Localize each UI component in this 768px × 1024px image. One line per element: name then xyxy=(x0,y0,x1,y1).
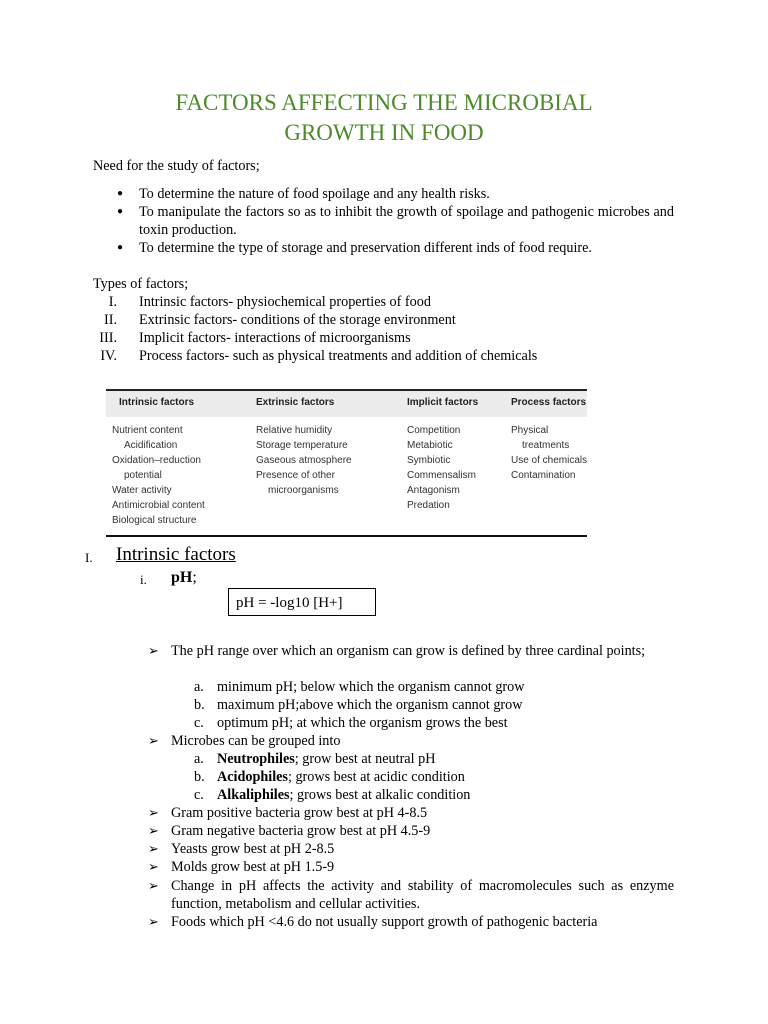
table-cell: Competition xyxy=(407,425,461,436)
table-cell: Antimicrobial content xyxy=(112,500,205,511)
bullet-icon: ● xyxy=(117,188,124,199)
bullet-icon: ● xyxy=(117,206,124,217)
types-item-3: Implicit factors- interactions of microorganisms xyxy=(139,330,411,346)
bullet-icon: ● xyxy=(117,242,124,253)
types-num-3: III. xyxy=(99,330,117,346)
table-column-intrinsic xyxy=(112,423,205,528)
table-bottom-rule xyxy=(106,535,587,537)
arrow-bullet-icon: ➢ xyxy=(148,823,159,838)
point-yeasts: Yeasts grow best at pH 2-8.5 xyxy=(171,841,335,857)
types-num-4: IV. xyxy=(100,348,117,364)
arrow-bullet-icon: ➢ xyxy=(148,859,159,874)
table-cell: Symbiotic xyxy=(407,455,451,466)
table-header-extrinsic: Extrinsic factors xyxy=(256,397,335,408)
table-header-intrinsic: Intrinsic factors xyxy=(119,397,195,408)
section-heading: Intrinsic factors xyxy=(116,544,236,565)
table-header-implicit: Implicit factors xyxy=(407,397,479,408)
point-gram-positive: Gram positive bacteria grow best at pH 4-8.5 xyxy=(171,805,428,821)
table-cell: Presence of other xyxy=(256,470,335,481)
arrow-bullet-icon: ➢ xyxy=(148,733,159,748)
subsection-number: i. xyxy=(140,572,147,587)
cardinal-max: maximum pH;above which the organism cannot grow xyxy=(217,697,523,713)
ph-formula-box: pH = -log10 [H+] xyxy=(228,588,376,616)
cardinal-opt: optimum pH; at which the organism grows the best xyxy=(217,715,508,731)
table-cell: Storage temperature xyxy=(256,440,348,451)
need-bullet-3: To determine the type of storage and preservation different inds of food require. xyxy=(139,240,592,256)
table-column-process xyxy=(511,423,587,483)
group-neutrophiles xyxy=(217,750,435,768)
list-letter: a. xyxy=(194,751,204,767)
table-cell: Physical xyxy=(511,425,549,436)
point-gram-negative: Gram negative bacteria grow best at pH 4.5-9 xyxy=(171,823,431,839)
types-num-2: II. xyxy=(104,312,117,328)
table-cell: Contamination xyxy=(511,470,576,481)
document-title xyxy=(0,88,768,148)
subsection-bold: pH xyxy=(171,569,193,586)
group-term: Neutrophiles xyxy=(217,751,295,767)
arrow-bullet-icon: ➢ xyxy=(148,643,159,658)
types-item-2: Extrinsic factors- conditions of the storage environment xyxy=(139,312,456,328)
table-cell: microorganisms xyxy=(268,485,339,496)
table-cell: Biological structure xyxy=(112,515,197,526)
point-foods: Foods which pH <4.6 do not usually support growth of pathogenic bacteria xyxy=(171,914,598,930)
group-term: Acidophiles xyxy=(217,769,288,785)
subsection-heading xyxy=(171,568,197,588)
point-molds: Molds grow best at pH 1.5-9 xyxy=(171,859,335,875)
list-letter: b. xyxy=(194,769,205,785)
table-cell: Relative humidity xyxy=(256,425,333,436)
need-bullet-2: To manipulate the factors so as to inhibit the growth of spoilage and pathogenic microbes and toxin production. xyxy=(139,204,674,238)
list-letter: c. xyxy=(194,787,204,803)
group-desc: ; grows best at alkalic condition xyxy=(289,787,471,803)
table-cell: Predation xyxy=(407,500,450,511)
table-cell: Commensalism xyxy=(407,470,476,481)
group-acidophiles xyxy=(217,768,465,786)
table-column-extrinsic xyxy=(256,423,352,498)
subsection-suffix: ; xyxy=(192,569,197,586)
arrow-bullet-icon: ➢ xyxy=(148,914,159,929)
group-term: Alkaliphiles xyxy=(217,787,290,803)
point-grouped: Microbes can be grouped into xyxy=(171,733,341,749)
section-number: I. xyxy=(85,550,93,565)
table-cell: Metabiotic xyxy=(407,440,453,451)
need-intro: Need for the study of factors; xyxy=(93,158,260,174)
list-letter: c. xyxy=(194,715,204,731)
title-line-1: FACTORS AFFECTING THE MICROBIAL xyxy=(175,90,593,115)
arrow-bullet-icon: ➢ xyxy=(148,841,159,856)
arrow-bullet-icon: ➢ xyxy=(148,805,159,820)
factors-table xyxy=(106,389,587,537)
table-cell: Nutrient content xyxy=(112,425,183,436)
arrow-bullet-icon: ➢ xyxy=(148,878,159,893)
types-intro: Types of factors; xyxy=(93,276,189,292)
table-cell: Use of chemicals xyxy=(511,455,588,466)
cardinal-min: minimum pH; below which the organism cannot grow xyxy=(217,679,525,695)
point-cardinal: The pH range over which an organism can grow is defined by three cardinal points; xyxy=(171,643,646,659)
group-alkaliphiles xyxy=(217,786,470,804)
table-cell: Water activity xyxy=(112,485,172,496)
table-column-implicit xyxy=(407,423,476,513)
table-cell: Oxidation–reduction xyxy=(112,455,201,466)
table-header-process: Process factors xyxy=(511,397,587,408)
table-cell: treatments xyxy=(522,440,570,451)
list-letter: a. xyxy=(194,679,204,695)
table-cell: Acidification xyxy=(124,440,178,451)
table-cell: Antagonism xyxy=(407,485,460,496)
types-item-4: Process factors- such as physical treatments and addition of chemicals xyxy=(139,348,538,364)
need-bullet-1: To determine the nature of food spoilage and any health risks. xyxy=(139,186,490,202)
types-item-1: Intrinsic factors- physiochemical properties of food xyxy=(139,294,431,310)
group-desc: ; grow best at neutral pH xyxy=(294,751,436,767)
table-cell: potential xyxy=(124,470,162,481)
table-cell: Gaseous atmosphere xyxy=(256,455,352,466)
group-desc: ; grows best at acidic condition xyxy=(287,769,465,785)
types-num-1: I. xyxy=(108,294,117,310)
point-change: Change in pH affects the activity and stability of macromolecules such as enzyme function, metabolism and cellular activities. xyxy=(171,878,674,912)
list-letter: b. xyxy=(194,697,205,713)
title-line-2: GROWTH IN FOOD xyxy=(284,120,484,145)
